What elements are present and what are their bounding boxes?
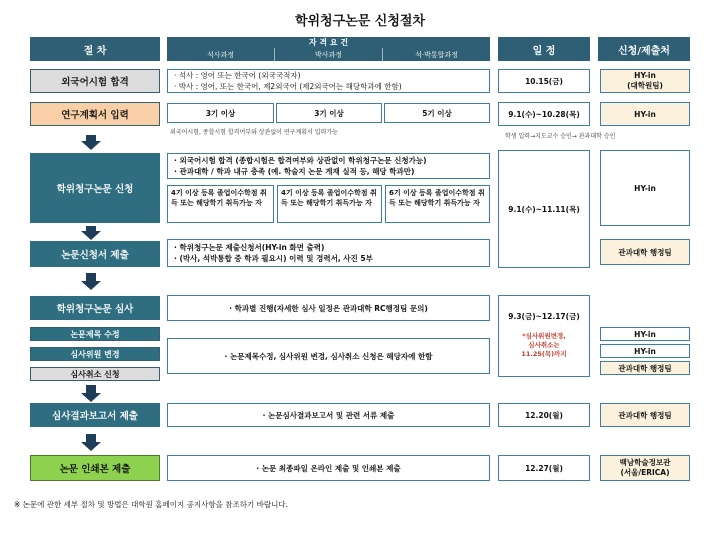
thesis-apply-doctor-box: 4기 이상 등록 졸업이수학점 취득 또는 해당학기 취득가능 자 [277,185,382,223]
flow-arrow-head [81,141,101,150]
flow-arrow-shaft [86,434,96,442]
header-step: 절 차 [30,37,160,61]
language-doctor-line: · 박사 : 영어, 또는 한국어, 제2외국어 (제2외국어는 해당학과에 한함) [174,82,402,91]
language-submit-line2: (대학원팀) [627,81,663,90]
print-submit-date: 12.27(월) [498,455,590,481]
language-date: 10.15(금) [498,69,590,93]
thesis-apply-date: 9.1(수)~11.11(목) [498,150,590,268]
step-print-submit: 논문 인쇄본 제출 [30,455,160,481]
flow-arrow-head [81,231,101,240]
review-note-2: 심사취소는 [528,341,560,349]
language-submit-line1: HY-in [634,71,656,80]
flow-arrow-head [81,393,101,402]
flow-arrow-head [81,442,101,451]
review-cancel-submit: 관과대학 행정팀 [600,361,690,375]
step-research-plan: 연구계획서 입력 [30,102,160,126]
step-result-report: 심사결과보고서 제출 [30,403,160,427]
review-date: 9.3(금)~12.17(금) [508,312,580,321]
research-plan-submit: HY-in [600,102,690,126]
paper-submit-line1: · 학위청구논문 제출신청서(HY-in 화면 출력) [174,243,325,252]
step-title-change: 논문제목 수정 [30,327,160,341]
language-requirements [167,69,490,93]
research-plan-approval-note: 학생 입력→지도교수 승인→ 관과대학 승인 [505,133,616,140]
header-req-integrated: 석·박통합과정 [382,48,490,61]
thesis-apply-master-box: 4기 이상 등록 졸업이수학점 취득 또는 해당학기 취득가능 자 [167,185,274,223]
title-change-submit: HY-in [600,327,690,341]
research-plan-doctor: 3기 이상 [276,103,382,123]
language-master-line: · 석사 : 영어 또는 한국어 (외국국적자) [174,71,301,80]
print-submit-line2: (서울/ERICA) [620,468,670,477]
review-note-3: 11.25(목)까지 [521,350,567,358]
language-submit [600,69,690,93]
print-submit-submit [600,455,690,481]
header-req-master: 석사과정 [167,48,274,61]
flow-arrow-shaft [86,385,96,393]
paper-submit-line2: · (박사, 석박통합 중 학과 필요시) 이력 및 경력서, 사진 5부 [174,254,373,263]
research-plan-master: 3기 이상 [167,103,274,123]
thesis-apply-submit: HY-in [600,150,690,226]
thesis-apply-line2: · 관과대학 / 학과 내규 충족 (예. 학술지 논문 게재 실적 등, 해당 학과만) [174,167,415,176]
flow-arrow-head [81,281,101,290]
header-date: 일 정 [498,37,590,61]
result-report-submit: 관과대학 행정팀 [600,403,690,427]
paper-submit-submit: 관과대학 행정팀 [600,239,690,265]
committee-change-submit: HY-in [600,344,690,358]
thesis-apply-line1: · 외국어시험 합격 (종합시험은 합격여부와 상관없이 학위청구논문 신청가능) [174,156,427,165]
paper-submit-requirements [167,239,490,267]
page-title: 학위청구논문 신청절차 [294,14,426,29]
header-requirements: 자 격 요 건 [167,37,490,48]
footnote: ※ 논문에 관한 세부 절차 및 방법은 대학원 홈페이지 공지사항을 참조하기 바랍니다. [14,500,288,509]
review-note-1: *심사위원변경, [522,332,566,340]
step-paper-submit: 논문신청서 제출 [30,241,160,267]
step-thesis-review: 학위청구논문 심사 [30,296,160,320]
step-language-test: 외국어시험 합격 [30,69,160,93]
research-plan-note: 외국어시험, 종합시험 합격여부와 상관없이 연구계획서 입력가능 [170,129,338,136]
changes-description: · 논문제목수정, 심사위원 변경, 심사취소 신청은 해당자에 한함 [167,338,490,374]
review-date-box [498,295,590,377]
thesis-apply-requirements [167,153,490,179]
step-thesis-apply: 학위청구논문 신청 [30,153,160,223]
header-req-doctor: 박사과정 [274,48,382,61]
header-submit: 신청/제출처 [598,37,690,61]
print-submit-description: · 논문 최종파일 온라인 제출 및 인쇄본 제출 [167,455,490,481]
result-report-date: 12.20(월) [498,403,590,427]
review-description: · 학과별 진행(자세한 심사 일정은 관과대학 RC행정팀 문의) [167,295,490,321]
flow-arrow-shaft [86,273,96,281]
research-plan-integrated: 5기 이상 [384,103,490,123]
thesis-apply-integrated-box: 6기 이상 등록 졸업이수학점 취득 또는 해당학기 취득가능 자 [385,185,490,223]
print-submit-line1: 백남학술정보관 [619,458,671,467]
research-plan-date: 9.1(수)~10.28(목) [498,102,590,126]
result-report-description: · 논문심사결과보고서 및 관련 서류 제출 [167,403,490,427]
step-committee-change: 심사위원 변경 [30,347,160,361]
step-review-cancel: 심사취소 신청 [30,367,160,381]
